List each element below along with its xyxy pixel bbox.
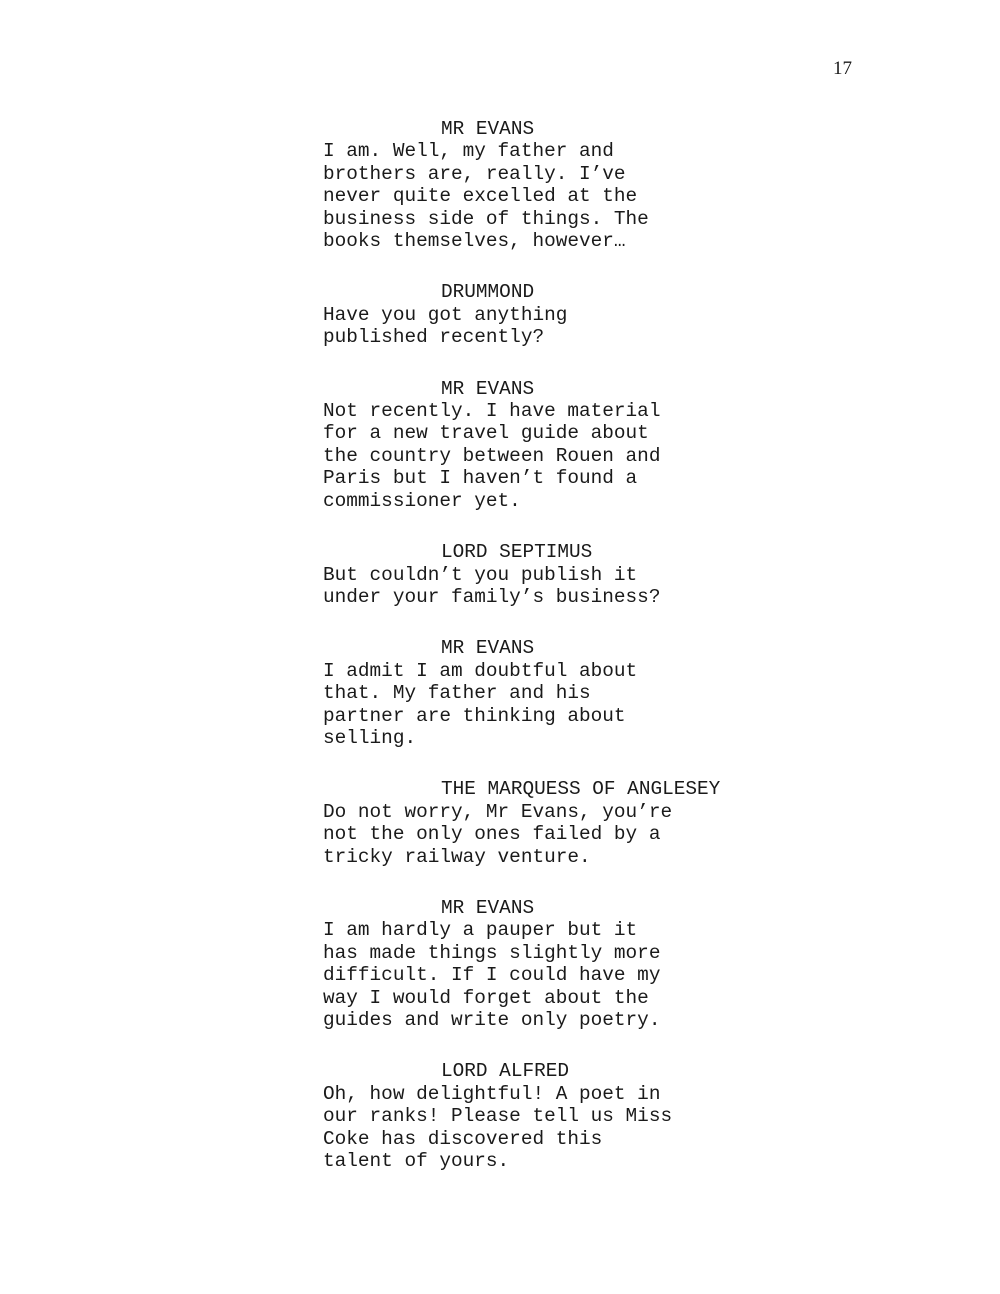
dialogue-line: Do not worry, Mr Evans, you’re bbox=[323, 800, 673, 823]
character-name: DRUMMOND bbox=[441, 281, 535, 304]
dialogue-line: Not recently. I have material bbox=[323, 400, 661, 423]
dialogue-block bbox=[323, 897, 883, 1031]
character-name: MR EVANS bbox=[441, 377, 535, 400]
character-name: LORD SEPTIMUS bbox=[441, 541, 593, 564]
character-name: MR EVANS bbox=[441, 118, 535, 140]
dialogue-line: But couldn’t you publish it bbox=[323, 563, 638, 586]
dialogue-line: the country between Rouen and bbox=[323, 444, 661, 467]
dialogue-line: for a new travel guide about bbox=[323, 422, 649, 445]
dialogue-line: under your family’s business? bbox=[323, 585, 661, 608]
page-number: 17 bbox=[833, 58, 852, 79]
dialogue-line: Paris but I haven’t found a bbox=[323, 467, 638, 490]
dialogue-line: way I would forget about the bbox=[323, 986, 649, 1009]
dialogue-line: I am hardly a pauper but it bbox=[323, 919, 638, 942]
dialogue-line: tricky railway venture. bbox=[323, 845, 591, 868]
dialogue-line: talent of yours. bbox=[323, 1150, 510, 1173]
dialogue-line: our ranks! Please tell us Miss bbox=[323, 1105, 673, 1128]
character-name: MR EVANS bbox=[441, 896, 535, 919]
dialogue-block bbox=[323, 541, 883, 608]
character-name: LORD ALFRED bbox=[441, 1060, 569, 1083]
dialogue-block bbox=[323, 281, 883, 348]
dialogue-line: Coke has discovered this bbox=[323, 1127, 603, 1150]
dialogue-line: Have you got anything bbox=[323, 303, 568, 326]
dialogue-line: has made things slightly more bbox=[323, 941, 661, 964]
dialogue-line: partner are thinking about bbox=[323, 704, 626, 727]
dialogue-line: selling. bbox=[323, 726, 417, 749]
dialogue-line: commissioner yet. bbox=[323, 489, 521, 512]
dialogue-line: not the only ones failed by a bbox=[323, 823, 661, 846]
screenplay-dialogue bbox=[323, 118, 883, 1201]
dialogue-line: never quite excelled at the bbox=[323, 185, 638, 208]
dialogue-line: difficult. If I could have my bbox=[323, 964, 661, 987]
dialogue-line: published recently? bbox=[323, 326, 545, 349]
dialogue-line: that. My father and his bbox=[323, 682, 591, 705]
dialogue-block bbox=[323, 118, 883, 252]
character-name: THE MARQUESS OF ANGLESEY bbox=[441, 778, 721, 801]
dialogue-line: books themselves, however… bbox=[323, 230, 626, 253]
dialogue-block bbox=[323, 378, 883, 512]
dialogue-line: guides and write only poetry. bbox=[323, 1009, 661, 1031]
character-name: MR EVANS bbox=[441, 637, 535, 660]
dialogue-line: business side of things. The bbox=[323, 207, 649, 230]
dialogue-block bbox=[323, 1060, 883, 1172]
dialogue-line: Oh, how delightful! A poet in bbox=[323, 1082, 661, 1105]
dialogue-block bbox=[323, 637, 883, 749]
dialogue-line: I am. Well, my father and bbox=[323, 140, 614, 163]
dialogue-block bbox=[323, 778, 883, 868]
dialogue-line: brothers are, really. I’ve bbox=[323, 162, 626, 185]
dialogue-line: I admit I am doubtful about bbox=[323, 659, 638, 682]
